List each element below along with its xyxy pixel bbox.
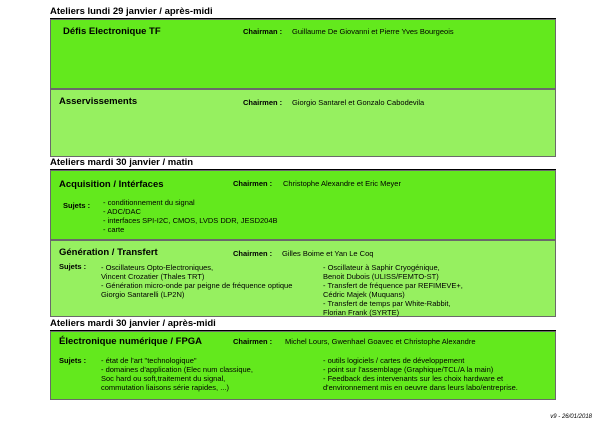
subject-item: d'environnement mis en oeuvre dans leurs labo/entreprise.: [323, 383, 518, 392]
workshop-card: [50, 331, 556, 400]
workshop-card: [50, 240, 556, 317]
workshop-card: [50, 170, 556, 240]
subject-item: - interfaces SPI-I2C, CMOS, LVDS DDR, JESD204B: [103, 216, 278, 225]
subjects-label: Sujets :: [59, 262, 87, 271]
version-footer: v9 - 26/01/2018: [550, 414, 592, 420]
subject-item: - Feedback des intervenants sur les choix hardware et: [323, 374, 504, 383]
chair-label: Chairmen :: [233, 337, 273, 346]
subject-item: - Transfert de fréquence par REFIMEVE+,: [323, 281, 463, 290]
subject-item: - Oscillateur à Saphir Cryogénique,: [323, 263, 440, 272]
workshop-title: Électronique numérique / FPGA: [59, 336, 203, 347]
session-heading: Ateliers lundi 29 janvier / après-midi: [50, 6, 556, 19]
session-heading: Ateliers mardi 30 janvier / après-midi: [50, 318, 556, 331]
workshop-card: [50, 89, 556, 157]
subject-item: - état de l'art "technologique": [101, 356, 197, 365]
subjects-list-left: [101, 356, 253, 392]
subject-item: Florian Frank (SYRTE): [323, 308, 400, 317]
subjects-label: Sujets :: [59, 356, 87, 365]
subject-item: Soc hard ou soft,traitement du signal,: [101, 374, 226, 383]
subject-item: Vincent Crozatier (Thales TRT): [101, 272, 205, 281]
subject-item: Giorgio Santarelli (LP2N): [101, 290, 185, 299]
workshop-title: Acquisition / Intérfaces: [59, 179, 164, 190]
chair-names: Michel Lours, Gwenhael Goavec et Christophe Alexandre: [285, 337, 476, 346]
subject-item: - ADC/DAC: [103, 207, 141, 216]
session-heading: Ateliers mardi 30 janvier / matin: [50, 157, 556, 170]
subject-item: Benoit Dubois (ULISS/FEMTO-ST): [323, 272, 439, 281]
workshop-title: Asservissements: [59, 96, 138, 107]
chair-names: Giorgio Santarel et Gonzalo Cabodevila: [292, 98, 425, 107]
subjects-label: Sujets :: [63, 201, 91, 210]
subjects-list-left: [101, 263, 292, 299]
subject-item: commutation liaisons série rapides, ...): [101, 383, 229, 392]
subject-item: - Génération micro-onde par peigne de fréquence optique: [101, 281, 293, 290]
chair-label: Chairmen :: [243, 98, 283, 107]
subject-item: - domaines d'application (Elec num classique,: [101, 365, 253, 374]
chair-names: Christophe Alexandre et Eric Meyer: [283, 179, 401, 188]
subject-item: Cédric Majek (Muquans): [323, 290, 405, 299]
subject-item: - conditionnement du signal: [103, 198, 195, 207]
subject-item: - carte: [103, 225, 125, 234]
subject-item: - point sur l'assemblage (Graphique/TCL/A la main): [323, 365, 494, 374]
workshop-title: Défis Electronique TF: [63, 26, 161, 37]
subject-item: - outils logiciels / cartes de développement: [323, 356, 465, 365]
subjects-list: [103, 198, 278, 234]
subjects-list-right: [323, 356, 518, 392]
subject-item: - Transfert de temps par White-Rabbit,: [323, 299, 451, 308]
workshop-title: Génération / Transfert: [59, 247, 158, 258]
subject-item: - Oscillateurs Opto-Electroniques,: [101, 263, 214, 272]
workshop-card: [50, 19, 556, 89]
chair-names: Guillaume De Giovanni et Pierre Yves Bourgeois: [292, 27, 454, 36]
chair-names: Gilles Boime et Yan Le Coq: [282, 249, 374, 258]
chair-label: Chairmen :: [233, 249, 273, 258]
chair-label: Chairman :: [243, 27, 283, 36]
subjects-list-right: [323, 263, 463, 317]
chair-label: Chairmen :: [233, 179, 273, 188]
